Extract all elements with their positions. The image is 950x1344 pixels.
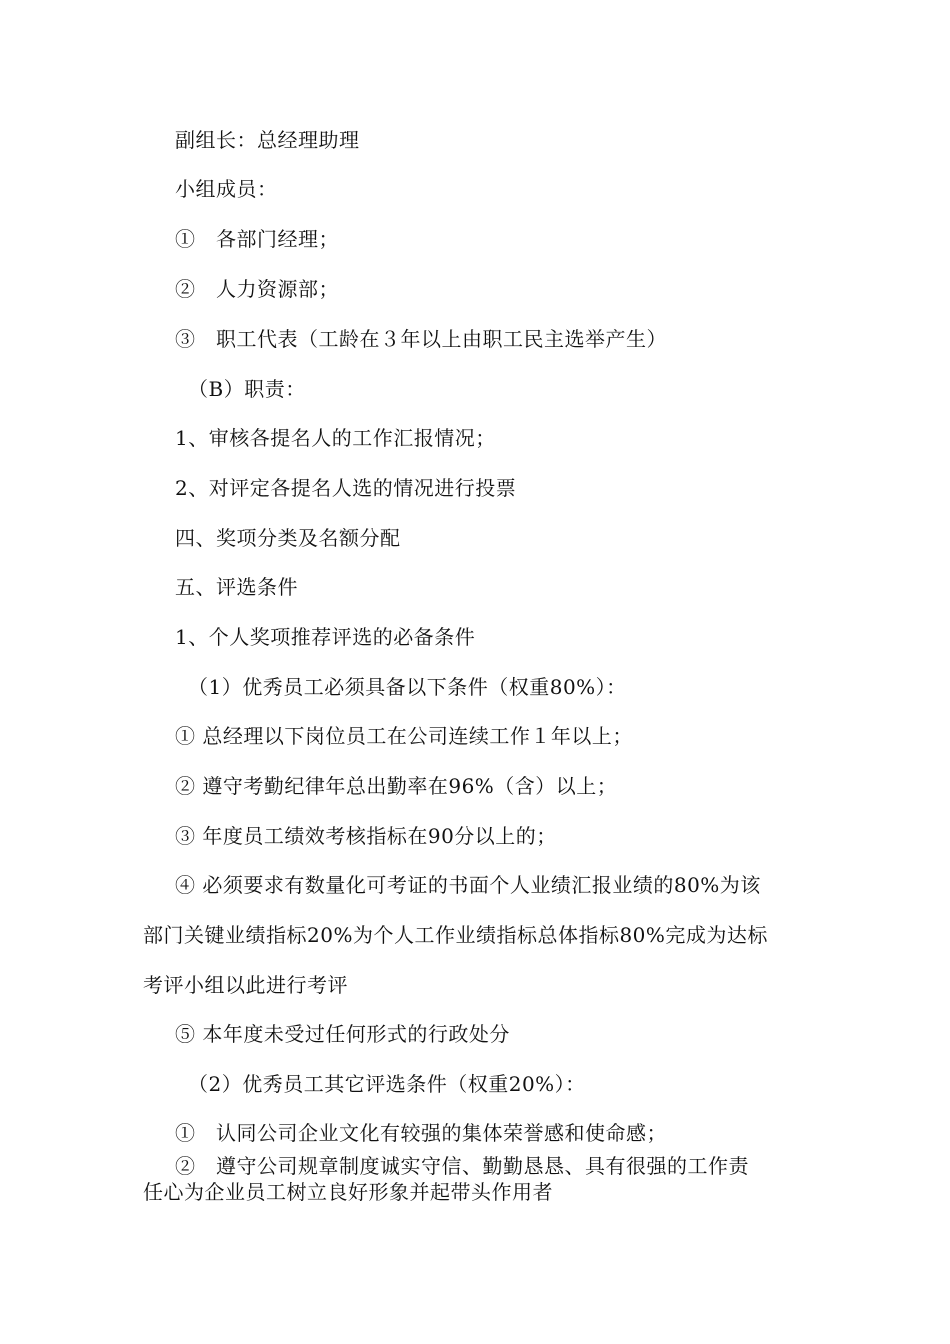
text-line-member-1: ① 各部门经理； <box>175 227 339 251</box>
text-line-duty-1: 1、审核各提名人的工作汇报情况； <box>175 426 496 450</box>
text-line-criteria-2-heading: （2）优秀员工其它评选条件（权重20%）： <box>188 1072 586 1096</box>
text-line-criteria-2-item-2-part-2: 任心为企业员工树立良好形象并起带头作用者 <box>143 1180 553 1204</box>
text-line-criteria-1-item-4-part-1: ④ 必须要求有数量化可考证的书面个人业绩汇报业绩的80%为该 <box>175 873 761 897</box>
text-line-deputy-leader: 副组长：总经理助理 <box>175 128 360 152</box>
text-line-criteria-1-item-4-part-3: 考评小组以此进行考评 <box>143 973 348 997</box>
text-line-members-heading: 小组成员： <box>175 177 278 201</box>
text-line-section-5: 五、评选条件 <box>175 575 298 599</box>
text-line-criteria-1-item-2: ② 遵守考勤纪律年总出勤率在96%（含）以上； <box>175 774 618 798</box>
text-line-duties-heading: （B）职责： <box>188 377 306 401</box>
text-line-criteria-1-heading: （1）优秀员工必须具备以下条件（权重80%）： <box>188 675 627 699</box>
text-line-criteria-1-item-3: ③ 年度员工绩效考核指标在90分以上的； <box>175 824 557 848</box>
text-line-criteria-2-item-1: ① 认同公司企业文化有较强的集体荣誉感和使命感； <box>175 1121 667 1145</box>
text-line-duty-2: 2、对评定各提名人选的情况进行投票 <box>175 476 517 500</box>
text-line-criteria-1-item-4-part-2: 部门关键业绩指标20%为个人工作业绩指标总体指标80%完成为达标 <box>143 923 768 947</box>
text-line-criteria-1-item-1: ① 总经理以下岗位员工在公司连续工作１年以上； <box>175 724 633 748</box>
text-line-criteria-2-item-2-part-1: ② 遵守公司规章制度诚实守信、勤勤恳恳、具有很强的工作责 <box>175 1154 749 1178</box>
text-line-criteria-1-item-5: ⑤ 本年度未受过任何形式的行政处分 <box>175 1022 510 1046</box>
text-line-member-2: ② 人力资源部； <box>175 277 339 301</box>
text-line-criteria-heading: 1、个人奖项推荐评选的必备条件 <box>175 625 476 649</box>
text-line-section-4: 四、奖项分类及名额分配 <box>175 526 401 550</box>
text-line-member-3: ③ 职工代表（工龄在３年以上由职工民主选举产生） <box>175 327 667 351</box>
